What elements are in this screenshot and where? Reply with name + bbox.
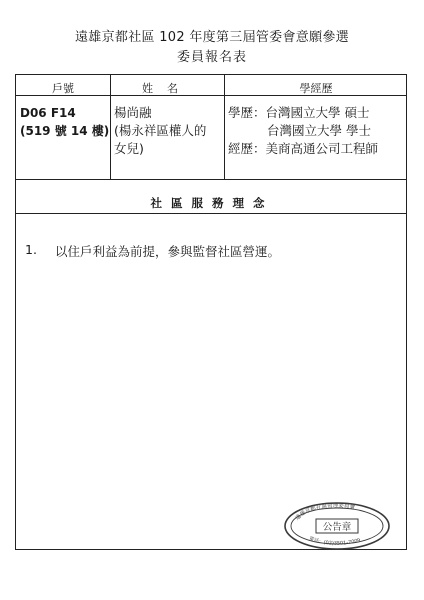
household-unit: D06 F14 — [20, 106, 76, 120]
section-title-community-service: 社區服務理念 — [150, 196, 274, 210]
form-subtitle: 委員報名表 — [176, 50, 247, 65]
household-address: (519 號 14 樓) — [20, 124, 110, 138]
education-line-1: 學歷：台灣國立大學 碩士 — [228, 105, 370, 120]
seal-ring-text: 遠雄京都社區管理委員會 — [294, 502, 356, 522]
col-header-background: 學經歷 — [299, 82, 333, 95]
candidate-relation-2: 女兒) — [114, 141, 144, 156]
household-cell — [20, 104, 108, 140]
seal-center-text: 公告章 — [322, 522, 352, 533]
name-cell — [114, 104, 222, 158]
application-table — [15, 74, 407, 550]
candidate-name: 楊尚融 — [114, 105, 152, 120]
seal-phone-text: 電話：(02)3501-7009 — [307, 535, 362, 547]
education-line-2: 台灣國立大學 學士 — [267, 123, 371, 138]
form-title: 遠雄京都社區 102 年度第三屆管委會意願參選 — [75, 30, 349, 45]
candidate-row-divider — [16, 179, 406, 180]
candidate-relation-1: (楊永祥區權人的 — [114, 123, 207, 138]
col-header-name: 姓名 — [142, 82, 192, 95]
philosophy-item-text: 以住戶利益為前提，參與監督社區營運。 — [55, 244, 281, 259]
official-seal-stamp — [282, 500, 392, 550]
philosophy-item-number: 1. — [25, 242, 37, 257]
background-cell — [228, 104, 406, 158]
experience-line: 經歷：美商高通公司工程師 — [228, 141, 379, 156]
col-header-household: 戶號 — [52, 82, 74, 95]
section-title-divider — [16, 213, 406, 214]
philosophy-item — [25, 242, 280, 260]
